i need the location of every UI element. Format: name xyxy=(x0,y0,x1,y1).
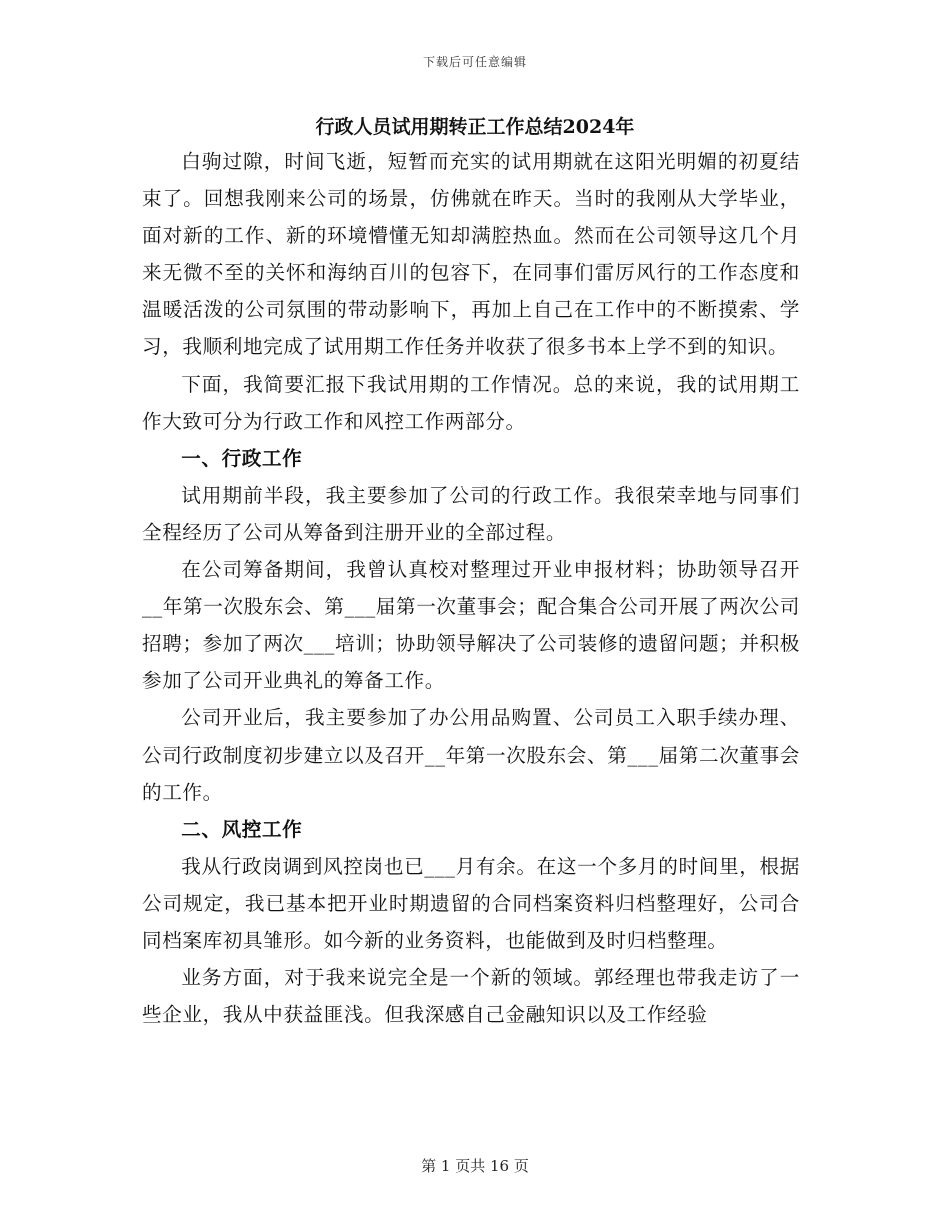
paragraph-risk-business: 业务方面，对于我来说完全是一个新的领域。郭经理也带我走访了一些企业，我从中获益匪浅。但我深感自己金融知识以及工作经验 xyxy=(142,966,800,1027)
paragraph-admin-preparation: 在公司筹备期间，我曾认真校对整理过开业申报材料；协助领导召开__年第一次股东会、第___届第一次董事会；配合集合公司开展了两次公司招聘；参加了两次___培训；协助领导解决了公司装修的遗留问题；并积极参加了公司开业典礼的筹备工作。 xyxy=(142,558,800,693)
page-header-note: 下载后可任意编辑 xyxy=(422,55,527,69)
paragraph-risk-archive: 我从行政岗调到风控岗也已___月有余。在这一个多月的时间里，根据公司规定，我已基本把开业时期遗留的合同档案资料归档整理好，公司合同档案库初具雏形。如今新的业务资料，也能做到及时归档整理。 xyxy=(142,854,800,952)
section-heading-risk-control: 二、风控工作 xyxy=(181,817,303,841)
document-title: 行政人员试用期转正工作总结2024年 xyxy=(315,116,635,138)
paragraph-overview: 下面，我简要汇报下我试用期的工作情况。总的来说，我的试用期工作大致可分为行政工作和风控工作两部分。 xyxy=(142,372,800,433)
section-heading-admin: 一、行政工作 xyxy=(181,446,303,470)
paragraph-intro: 白驹过隙，时间飞逝，短暂而充实的试用期就在这阳光明媚的初夏结束了。回想我刚来公司的场景，仿佛就在昨天。当时的我刚从大学毕业，面对新的工作、新的环境懵懂无知却满腔热血。然而在公司领导这几个月来无微不至的关怀和海纳百川的包容下，在同事们雷厉风行的工作态度和温暖活泼的公司氛围的带动影响下，再加上自己在工作中的不断摸索、学习，我顺利地完成了试用期工作任务并收获了很多书本上学不到的知识。 xyxy=(142,150,800,359)
paragraph-admin-after-opening: 公司开业后，我主要参加了办公用品购置、公司员工入职手续办理、公司行政制度初步建立以及召开__年第一次股东会、第___届第二次董事会的工作。 xyxy=(142,706,800,804)
document-body xyxy=(142,143,800,1033)
paragraph-admin-intro: 试用期前半段，我主要参加了公司的行政工作。我很荣幸地与同事们全程经历了公司从筹备到注册开业的全部过程。 xyxy=(142,483,800,544)
page-number-footer: 第 1 页共 16 页 xyxy=(421,1157,529,1175)
